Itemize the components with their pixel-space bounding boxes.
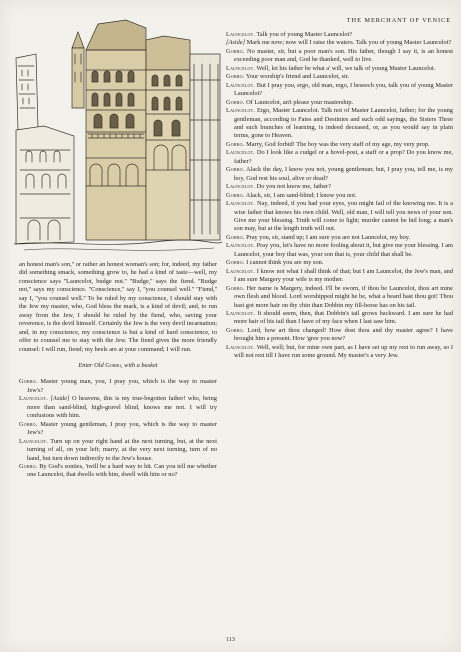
speech (226, 48, 453, 65)
speech-continuation (226, 39, 453, 47)
speaker-name: Launcelot. (226, 31, 256, 38)
speech (226, 234, 453, 242)
speaker-name: Launcelot. (226, 183, 256, 191)
speaker-name: Gobbo. (19, 420, 38, 428)
speech-text: Marry, God forbid! The boy was the very staff of my age, my very prop. (246, 140, 430, 148)
speech (226, 141, 453, 149)
speaker-name: Gobbo. (226, 140, 245, 148)
aside-direction: [Aside] (50, 395, 70, 403)
speech-text: Of Launcelot, an't please your mastership. (246, 98, 354, 106)
speech-text: Ergo, Master Launcelot. Talk not of Master Launcelot, father; for the young gentleman, according to Fates and Destinies and such odd sayings, the Sisters Three and such branches of learning, is indeed deceased, or, as you would say in plain terms, gone to Heaven. (234, 107, 453, 140)
speech-text: It should seem, then, that Dobbin's tail grows backward. I am sure he had more hair of his tail than I have of my face when I last saw him. (234, 309, 454, 326)
speech (226, 149, 453, 166)
stage-direction-name: Gobbo (105, 361, 121, 369)
speech-text: Do you not know me, father? (256, 183, 331, 191)
venetian-buildings-illustration (14, 10, 222, 258)
speaker-name: Launcelot. (226, 149, 256, 157)
speaker-name: Launcelot. (226, 242, 256, 250)
speech-text: But I pray you, ergo, old man, ergo, I beseech you, talk you of young Master Launcelot? (234, 81, 453, 98)
speaker-name: Launcelot. (226, 64, 256, 72)
speech (226, 31, 453, 39)
speech-text: Do I look like a cudgel or a hovel-post, a staff or a prop? Do you know me, father? (234, 149, 453, 165)
speech (226, 285, 453, 310)
speech-text: I cannot think you are my son. (246, 259, 324, 267)
running-head: THE MERCHANT OF VENICE (346, 17, 451, 24)
speaker-name: Launcelot. (226, 343, 256, 351)
speaker-name: Gobbo. (226, 284, 245, 292)
speaker-name: Launcelot. (19, 395, 49, 403)
aside-direction: [Aside] (226, 39, 246, 47)
speech-text: Your worship's friend and Launcelot, sir. (245, 73, 350, 81)
speech (19, 421, 217, 438)
speaker-name: Launcelot. (226, 81, 256, 89)
speech (226, 166, 453, 183)
prose-paragraph (19, 261, 217, 354)
speech (226, 107, 453, 141)
page-number: 113 (226, 637, 235, 643)
speech (19, 463, 217, 480)
speech-text: Her name is Margery, indeed. I'll be sworn, if thou be Launcelot, thou art mine own flesh and blood. Lord worshipped might he be, what a beard hast thou got! Thou hast got more hair on thy chin than Dobbin my fill-horse has on his tail. (234, 284, 453, 309)
speech (19, 438, 217, 463)
speech-text: Well, let his father be what a' will, we talk of young Master Launcelot. (256, 64, 436, 72)
speaker-name: Gobbo. (226, 73, 245, 81)
speech (226, 344, 453, 361)
speaker-name: Gobbo. (226, 166, 245, 174)
speech (226, 82, 453, 99)
speaker-name: Gobbo. (19, 378, 38, 386)
speech-text: Master young man, you, I pray you, which is the way to master Jew's? (27, 378, 218, 394)
speaker-name: Launcelot. (226, 267, 256, 275)
speech (226, 310, 453, 327)
speech-text: Turn up on your right hand at the next turning, but, at the next turning of all, on your left; marry, at the very next turning, turn of no hand, but turn down indirectly to the Jew's house. (27, 437, 217, 462)
speaker-name: Gobbo. (226, 259, 245, 267)
speech (226, 268, 453, 285)
speech-text: I know not what I shall think of that; but I am Launcelot, the Jew's man, and I am sure Margery your wife is my mother. (234, 267, 454, 284)
speech (19, 378, 217, 395)
speaker-name: Launcelot. (226, 107, 256, 115)
speech-text: Alack, sir, I am sand-blind; I know you not. (245, 191, 357, 199)
stage-direction-text: Enter Old (78, 361, 106, 369)
speech (226, 65, 453, 73)
speaker-name: Gobbo. (226, 326, 245, 334)
speaker-name: Launcelot. (226, 200, 256, 208)
speech (226, 183, 453, 191)
speaker-name: Gobbo. (226, 191, 245, 199)
speech (226, 73, 453, 81)
stage-direction (19, 362, 217, 370)
left-text-column (19, 261, 217, 480)
speech (226, 200, 453, 234)
speaker-name: Launcelot. (226, 309, 256, 317)
speech-text: By God's sonties, 'twill be a hard way to hit. Can you tell me whether one Launcelot, that dwells with him, dwell with him or no? (27, 462, 217, 479)
prose-text: an honest man's son,'' or rather an honest woman's son; for, indeed, my father did something smack, something grow to, he had a kind of taste—well, my conscience says ''Launcelot, budge not.'' ''Budge,'' says the fiend. ''Budge not,'' says my conscience. ''Conscience,'' say I, ''you counsel well.'' ''Fiend,'' say I, ''you counsel well.'' To be ruled by my conscience, I should stay with the Jew my master, who, God bless the mark, is a kind of devil; and, to run away from the Jew, I should be ruled by the fiend, who, saving your reverence, is the devil himself. Certainly the Jew is the very devil incarnation; and, in my conscience, my conscience is but a kind of hard conscience, to offer to counsel me to stay with the Jew. The fiend gives the more friendly counsel: I will run, fiend; my heels are at your command; I will run. (19, 261, 218, 353)
speaker-name: Gobbo. (226, 233, 245, 241)
speech-text: Talk you of young Master Launcelot? (256, 31, 353, 38)
speech-text: Well, well; but, for mine own part, as I have set up my rest to run away, so I will not rest till I have run some ground. My master's a very Jew. (234, 343, 453, 360)
speaker-name: Gobbo. (226, 47, 245, 55)
speech-text: Lord, how art thou changed! How dost thou and thy master agree? I have brought him a present. How 'gree you now? (234, 326, 453, 343)
speaker-name: Gobbo. (19, 462, 38, 470)
speaker-name: Launcelot. (19, 437, 49, 445)
speech (226, 327, 453, 344)
speech-text: Alack the day, I know you not, young gentleman; but, I pray you, tell me, is my boy, God rest his soul, alive or dead? (234, 166, 453, 182)
speech (226, 242, 453, 259)
stage-direction-text: , with a basket (120, 361, 158, 369)
speech (226, 192, 453, 200)
speech-text: O heavens, this is my true-begotten father! who, being more than sand-blind, high-gravel blind, knows me not. I will try confusions with him. (27, 395, 217, 420)
speech-text: Nay, indeed, if you had your eyes, you might fail of the knowing me. It is a wise father that knows his own child. Well, old man, I will tell you news of your son. Give me your blessing. Truth will come to light; murder cannot be hid long; a man's son may, but at the length truth will out. (234, 200, 454, 233)
speech-text: No master, sir, but a poor man's son. His father, though I say it, is an honest exceeding poor man and, God be thanked, well to live. (234, 47, 453, 64)
speech (19, 395, 217, 420)
speech-text: Pray you, sir, stand up; I am sure you are not Launcelot, my boy. (246, 233, 411, 241)
speech-text: Mark me now; now will I raise the waters. Talk you of young Master Launcelot? (246, 39, 452, 47)
right-text-column (226, 31, 453, 361)
speech (226, 259, 453, 267)
speaker-name: Gobbo. (226, 98, 245, 106)
speech-text: Master young gentleman, I pray you, which is the way to master Jew's? (27, 420, 218, 437)
speech (226, 99, 453, 107)
speech-text: Pray you, let's have no more fooling about it, but give me your blessing. I am Launcelot, your boy that was, your son that is, your child that shall be. (234, 242, 453, 258)
